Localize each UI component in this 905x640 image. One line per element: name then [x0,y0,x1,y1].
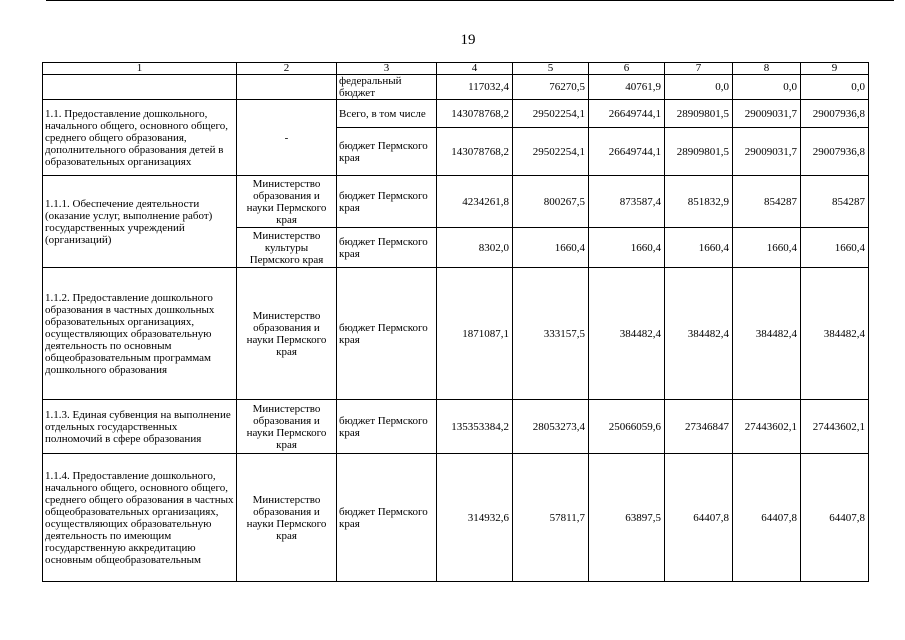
value-cell: 26649744,1 [589,100,665,128]
column-number: 8 [733,63,801,75]
value-cell: 143078768,2 [437,128,513,176]
value-cell: 57811,7 [513,454,589,582]
column-number: 6 [589,63,665,75]
value-cell: 333157,5 [513,268,589,400]
column-number: 9 [801,63,869,75]
value-cell: 25066059,6 [589,400,665,454]
table-row [43,75,869,100]
column-number: 2 [237,63,337,75]
value-cell: 851832,9 [665,176,733,228]
table-row [43,100,869,128]
value-cell: 384482,4 [589,268,665,400]
table-row [43,400,869,454]
value-cell: 1660,4 [665,228,733,268]
funding-source-cell: бюджет Пермского края [337,268,437,400]
program-cell: 1.1.4. Предоставление дошкольного, начального общего, основного общего, среднего общего образования в частных общеобразовательных организациях, осуществляющих образовательную деятельность по имеющим государственную аккредитацию основным общеобразовательным [43,454,237,582]
responsible-cell: Министерство образования и науки Пермского края [237,268,337,400]
value-cell: 1660,4 [513,228,589,268]
responsible-cell [237,75,337,100]
value-cell: 854287 [801,176,869,228]
column-number: 3 [337,63,437,75]
value-cell: 63897,5 [589,454,665,582]
value-cell: 27346847 [665,400,733,454]
value-cell: 143078768,2 [437,100,513,128]
value-cell: 384482,4 [733,268,801,400]
value-cell: 27443602,1 [733,400,801,454]
funding-source-cell: бюджет Пермского края [337,454,437,582]
value-cell: 40761,9 [589,75,665,100]
page-number: 19 [460,32,476,48]
program-cell: 1.1.3. Единая субвенция на выполнение отдельных государственных полномочий в сфере образования [43,400,237,454]
column-number-row [43,63,869,75]
value-cell: 1871087,1 [437,268,513,400]
value-cell: 29502254,1 [513,128,589,176]
responsible-cell: Министерство культуры Пермского края [237,228,337,268]
funding-source-cell: бюджет Пермского края [337,400,437,454]
value-cell: 29007936,8 [801,128,869,176]
table-row [43,454,869,582]
value-cell: 8302,0 [437,228,513,268]
top-rule [46,0,894,1]
value-cell: 0,0 [665,75,733,100]
value-cell: 873587,4 [589,176,665,228]
value-cell: 384482,4 [801,268,869,400]
value-cell: 0,0 [801,75,869,100]
value-cell: 854287 [733,176,801,228]
program-cell: 1.1.2. Предоставление дошкольного образования в частных дошкольных образовательных организациях, осуществляющих образовательную деятельность по основным общеобразовательным программам дошкольного образования [43,268,237,400]
value-cell: 26649744,1 [589,128,665,176]
value-cell: 64407,8 [733,454,801,582]
value-cell: 28053273,4 [513,400,589,454]
value-cell: 29009031,7 [733,100,801,128]
value-cell: 29007936,8 [801,100,869,128]
funding-source-cell: Всего, в том числе [337,100,437,128]
value-cell: 4234261,8 [437,176,513,228]
program-cell [43,75,237,100]
program-cell: 1.1.1. Обеспечение деятельности (оказание услуг, выполнение работ) государственных учреждений (организаций) [43,176,237,268]
value-cell: 76270,5 [513,75,589,100]
value-cell: 28909801,5 [665,100,733,128]
program-cell: 1.1. Предоставление дошкольного, начального общего, основного общего, среднего общего образования, дополнительного образования детей в образовательных организациях [43,100,237,176]
value-cell: 27443602,1 [801,400,869,454]
table-row [43,268,869,400]
column-number: 4 [437,63,513,75]
value-cell: 64407,8 [801,454,869,582]
value-cell: 1660,4 [589,228,665,268]
funding-source-cell: бюджет Пермского края [337,228,437,268]
column-number: 1 [43,63,237,75]
value-cell: 800267,5 [513,176,589,228]
column-number: 5 [513,63,589,75]
value-cell: 135353384,2 [437,400,513,454]
funding-source-cell: федеральный бюджет [337,75,437,100]
responsible-cell: Министерство образования и науки Пермского края [237,176,337,228]
budget-table [42,62,869,582]
value-cell: 29009031,7 [733,128,801,176]
funding-source-cell: бюджет Пермского края [337,176,437,228]
value-cell: 1660,4 [801,228,869,268]
value-cell: 314932,6 [437,454,513,582]
value-cell: 29502254,1 [513,100,589,128]
column-number: 7 [665,63,733,75]
responsible-cell: Министерство образования и науки Пермского края [237,400,337,454]
value-cell: 384482,4 [665,268,733,400]
value-cell: 117032,4 [437,75,513,100]
value-cell: 64407,8 [665,454,733,582]
responsible-cell: - [237,100,337,176]
table-row [43,176,869,228]
value-cell: 28909801,5 [665,128,733,176]
value-cell: 1660,4 [733,228,801,268]
responsible-cell: Министерство образования и науки Пермского края [237,454,337,582]
value-cell: 0,0 [733,75,801,100]
funding-source-cell: бюджет Пермского края [337,128,437,176]
